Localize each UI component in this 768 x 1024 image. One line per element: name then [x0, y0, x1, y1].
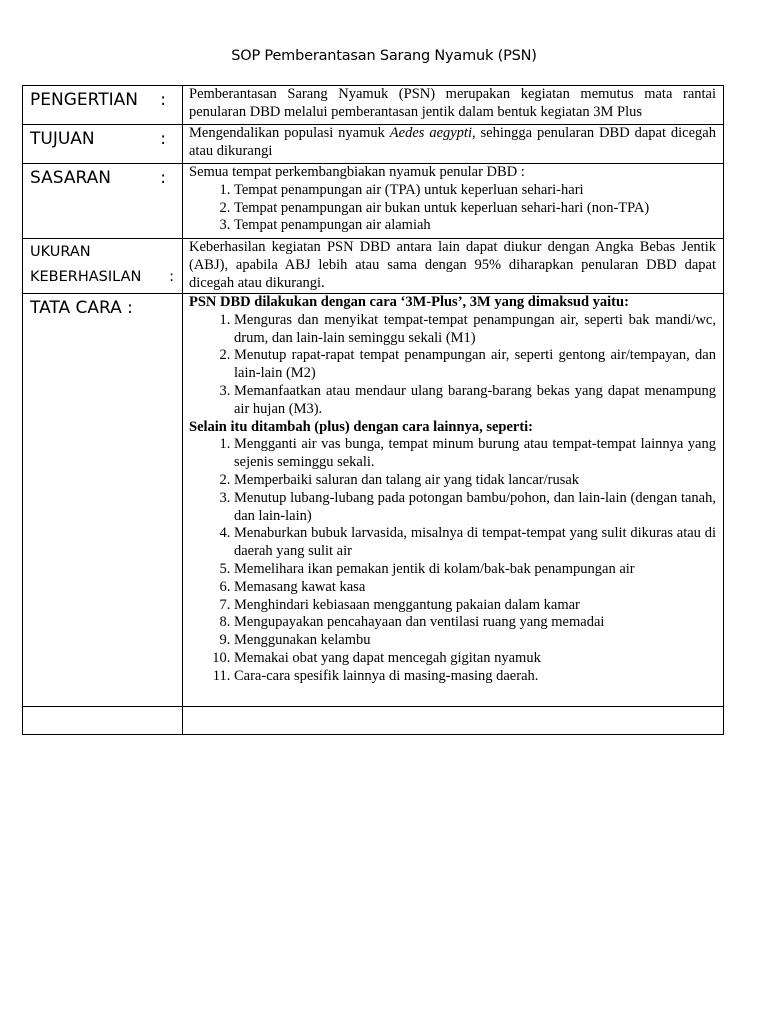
content-sasaran	[183, 164, 724, 239]
list-item: 1. Menguras dan menyikat tempat-tempat penampungan air, seperti bak mandi/wc, drum, dan lain-lain seminggu sekali (M1)	[234, 312, 716, 348]
label-cell-tujuan	[23, 125, 183, 164]
table-row-ukuran	[23, 239, 724, 294]
label-cell-ukuran	[23, 239, 183, 294]
list-item: 2. Menutup rapat-rapat tempat penampungan air, seperti gentong air/tempayan, dan lain-lain (M2)	[234, 347, 716, 383]
list-item: 3. Memanfaatkan atau mendaur ulang barang-barang bekas yang dapat menampung air hujan (M3).	[234, 383, 716, 419]
content-tata-cara	[183, 294, 724, 707]
label-ukuran-line2: KEBERHASILAN	[30, 269, 142, 285]
list-item: 1. Tempat penampungan air (TPA) untuk keperluan sehari-hari	[234, 182, 716, 200]
tata-cara-plus-list	[189, 436, 716, 685]
document-title: SOP Pemberantasan Sarang Nyamuk (PSN)	[231, 48, 537, 64]
list-item: 3. Menutup lubang-lubang pada potongan bambu/pohon, dan lain-lain (dengan tanah, dan lain-lain)	[234, 490, 716, 526]
label-cell-pengertian	[23, 86, 183, 125]
tujuan-text-end: , sehingga penularan DBD dapat dicegah atau dikurangi	[189, 125, 716, 159]
tata-cara-heading-3m: PSN DBD dilakukan dengan cara ‘3M-Plus’, 3M yang dimaksud yaitu:	[189, 294, 629, 310]
tata-cara-heading-plus: Selain itu ditambah (plus) dengan cara lainnya, seperti:	[189, 418, 534, 435]
table-row-pengertian	[23, 86, 724, 125]
list-item: 5. Memelihara ikan pemakan jentik di kolam/bak-bak penampungan air	[234, 561, 716, 579]
list-item: 9. Menggunakan kelambu	[234, 632, 716, 650]
list-item: 2. Memperbaiki saluran dan talang air yang tidak lancar/rusak	[234, 472, 716, 490]
list-item: 10. Memakai obat yang dapat mencegah gigitan nyamuk	[234, 650, 716, 668]
table-row-tata-cara	[23, 294, 724, 707]
table-row-sasaran	[23, 164, 724, 239]
content-ukuran: Keberhasilan kegiatan PSN DBD antara lain dapat diukur dengan Angka Bebas Jentik (ABJ), apabila ABJ lebih atau sama dengan 95% diharapkan penularan DBD dapat dicegah atau dikurangi.	[183, 239, 724, 294]
list-item: 1. Mengganti air vas bunga, tempat minum burung atau tempat-tempat lainnya yang sejenis seminggu sekali.	[234, 436, 716, 472]
empty-label-cell	[23, 707, 183, 735]
list-item: 7. Menghindari kebiasaan menggantung pakaian dalam kamar	[234, 597, 716, 615]
label-pengertian: PENGERTIAN	[30, 90, 138, 110]
label-ukuran-line1: UKURAN	[30, 244, 91, 260]
list-item: 8. Mengupayakan pencahayaan dan ventilasi ruang yang memadai	[234, 614, 716, 632]
label-sasaran: SASARAN	[30, 168, 111, 188]
label-cell-tata-cara	[23, 294, 183, 707]
sop-table	[22, 85, 724, 735]
content-pengertian: Pemberantasan Sarang Nyamuk (PSN) merupakan kegiatan memutus mata rantai penularan DBD melalui pemberantasan jentik dalam bentuk kegiatan 3M Plus	[183, 86, 724, 125]
label-colon: :	[160, 129, 166, 149]
tujuan-species-name: Aedes aegypti	[389, 125, 472, 141]
label-colon: :	[160, 90, 166, 110]
empty-content-cell	[183, 707, 724, 735]
sasaran-intro: Semua tempat perkembangbiakan nyamuk penular DBD :	[189, 164, 525, 180]
list-item: 4. Menaburkan bubuk larvasida, misalnya di tempat-tempat yang sulit dikuras atau di daerah yang sulit air	[234, 525, 716, 561]
list-item: 6. Memasang kawat kasa	[234, 579, 716, 597]
list-item: 11. Cara-cara spesifik lainnya di masing-masing daerah.	[234, 668, 716, 686]
tata-cara-3m-list	[189, 312, 716, 419]
table-row-tujuan	[23, 125, 724, 164]
list-item: 3. Tempat penampungan air alamiah	[234, 217, 716, 235]
label-colon: :	[169, 269, 174, 285]
tujuan-text-start: Mengendalikan populasi nyamuk	[189, 125, 390, 141]
label-tujuan: TUJUAN	[30, 129, 95, 149]
sasaran-list	[189, 182, 716, 235]
label-cell-sasaran	[23, 164, 183, 239]
label-colon: :	[160, 168, 166, 188]
table-row-empty	[23, 707, 724, 735]
content-tujuan	[183, 125, 724, 164]
label-tata-cara: TATA CARA :	[30, 298, 133, 318]
list-item: 2. Tempat penampungan air bukan untuk keperluan sehari-hari (non-TPA)	[234, 200, 716, 218]
